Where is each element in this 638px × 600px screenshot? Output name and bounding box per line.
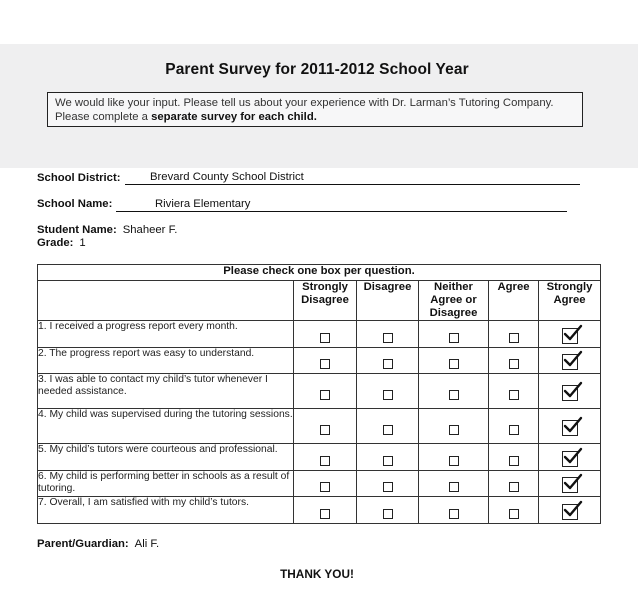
checkbox-agree[interactable] [509,333,519,343]
checkbox-agree[interactable] [509,456,519,466]
checkbox-strongly-agree-checked[interactable] [562,354,578,370]
table-row [38,444,601,471]
checkbox-agree[interactable] [509,509,519,519]
checkbox-strongly-agree-checked[interactable] [562,385,578,401]
col-agree-label: Agree [497,281,530,293]
survey-table [37,264,601,524]
checkmark-icon [563,416,583,436]
checkmark-icon [563,447,583,467]
checkbox-strongly-agree-checked[interactable] [562,420,578,436]
district-underline [125,184,580,185]
checkbox-neither[interactable] [449,425,459,435]
checkmark-icon [563,473,583,493]
intro-line-2-emphasis: separate survey for each child. [151,111,317,123]
student-label: Student Name: [37,224,117,236]
intro-line-1: We would like your input. Please tell us about your experience with Dr. Larman’s Tutoring Company. [55,97,554,109]
table-row [38,471,601,497]
question-text: 5. My child’s tutors were courteous and professional. [38,444,294,471]
question-text: 1. I received a progress report every month. [38,321,294,348]
question-text: 4. My child was supervised during the tutoring sessions. [38,409,294,444]
grade-label: Grade: [37,237,74,249]
checkbox-agree[interactable] [509,482,519,492]
col-strongly-disagree-label: Strongly Disagree [301,281,349,306]
table-row [38,348,601,374]
checkmark-icon [563,381,583,401]
parent-label: Parent/Guardian: [37,538,129,550]
checkbox-neither[interactable] [449,390,459,400]
student-value: Shaheer F. [122,224,178,236]
table-row [38,497,601,524]
col-disagree [357,281,419,321]
checkbox-disagree[interactable] [383,425,393,435]
table-row [38,374,601,409]
table-row [38,321,601,348]
question-header [38,281,294,321]
checkbox-disagree[interactable] [383,509,393,519]
checkbox-strongly-agree-checked[interactable] [562,451,578,467]
checkbox-disagree[interactable] [383,482,393,492]
col-neither [419,281,489,321]
grade-value: 1 [79,237,86,249]
col-strongly-agree-label: Strongly Agree [546,281,593,306]
checkbox-strongly-disagree[interactable] [320,456,330,466]
table-row [38,409,601,444]
question-text: 6. My child is performing better in schools as a result of tutoring. [38,471,294,497]
school-label: School Name: [37,198,113,210]
col-strongly-agree [539,281,601,321]
district-value: Brevard County School District [150,171,304,183]
checkbox-strongly-disagree[interactable] [320,333,330,343]
intro-box [47,92,583,127]
col-disagree-label: Disagree [363,281,412,293]
checkmark-icon [563,350,583,370]
col-agree [489,281,539,321]
intro-line-2 [55,110,582,124]
survey-title: Parent Survey for 2011-2012 School Year [165,61,469,78]
checkbox-neither[interactable] [449,359,459,369]
checkbox-disagree[interactable] [383,333,393,343]
checkbox-strongly-disagree[interactable] [320,482,330,492]
checkbox-neither[interactable] [449,482,459,492]
school-underline [116,211,567,212]
checkbox-disagree[interactable] [383,359,393,369]
student-field [37,224,177,236]
checkbox-strongly-disagree[interactable] [320,390,330,400]
school-value: Riviera Elementary [155,198,251,210]
checkbox-neither[interactable] [449,456,459,466]
parent-value: Ali F. [134,538,160,550]
district-label: School District: [37,172,121,184]
question-text: 7. Overall, I am satisfied with my child’s tutors. [38,497,294,524]
checkbox-agree[interactable] [509,425,519,435]
checkbox-strongly-disagree[interactable] [320,359,330,369]
question-text: 2. The progress report was easy to understand. [38,348,294,374]
checkmark-icon [563,324,583,344]
checkbox-strongly-disagree[interactable] [320,425,330,435]
thank-you-text: THANK YOU! [280,567,354,581]
checkbox-disagree[interactable] [383,390,393,400]
checkbox-disagree[interactable] [383,456,393,466]
checkbox-strongly-agree-checked[interactable] [562,477,578,493]
col-strongly-disagree [294,281,357,321]
checkbox-neither[interactable] [449,509,459,519]
intro-line-2-prefix: Please complete a [55,111,152,123]
grade-field [37,237,86,249]
checkbox-strongly-agree-checked[interactable] [562,504,578,520]
question-text: 3. I was able to contact my child’s tutor whenever I needed assistance. [38,374,294,409]
checkbox-strongly-agree-checked[interactable] [562,328,578,344]
table-caption: Please check one box per question. [38,265,601,281]
checkbox-agree[interactable] [509,390,519,400]
checkbox-neither[interactable] [449,333,459,343]
col-neither-label: Neither Agree or Disagree [429,281,478,319]
checkbox-strongly-disagree[interactable] [320,509,330,519]
checkbox-agree[interactable] [509,359,519,369]
checkmark-icon [563,500,583,520]
parent-field [37,538,159,550]
